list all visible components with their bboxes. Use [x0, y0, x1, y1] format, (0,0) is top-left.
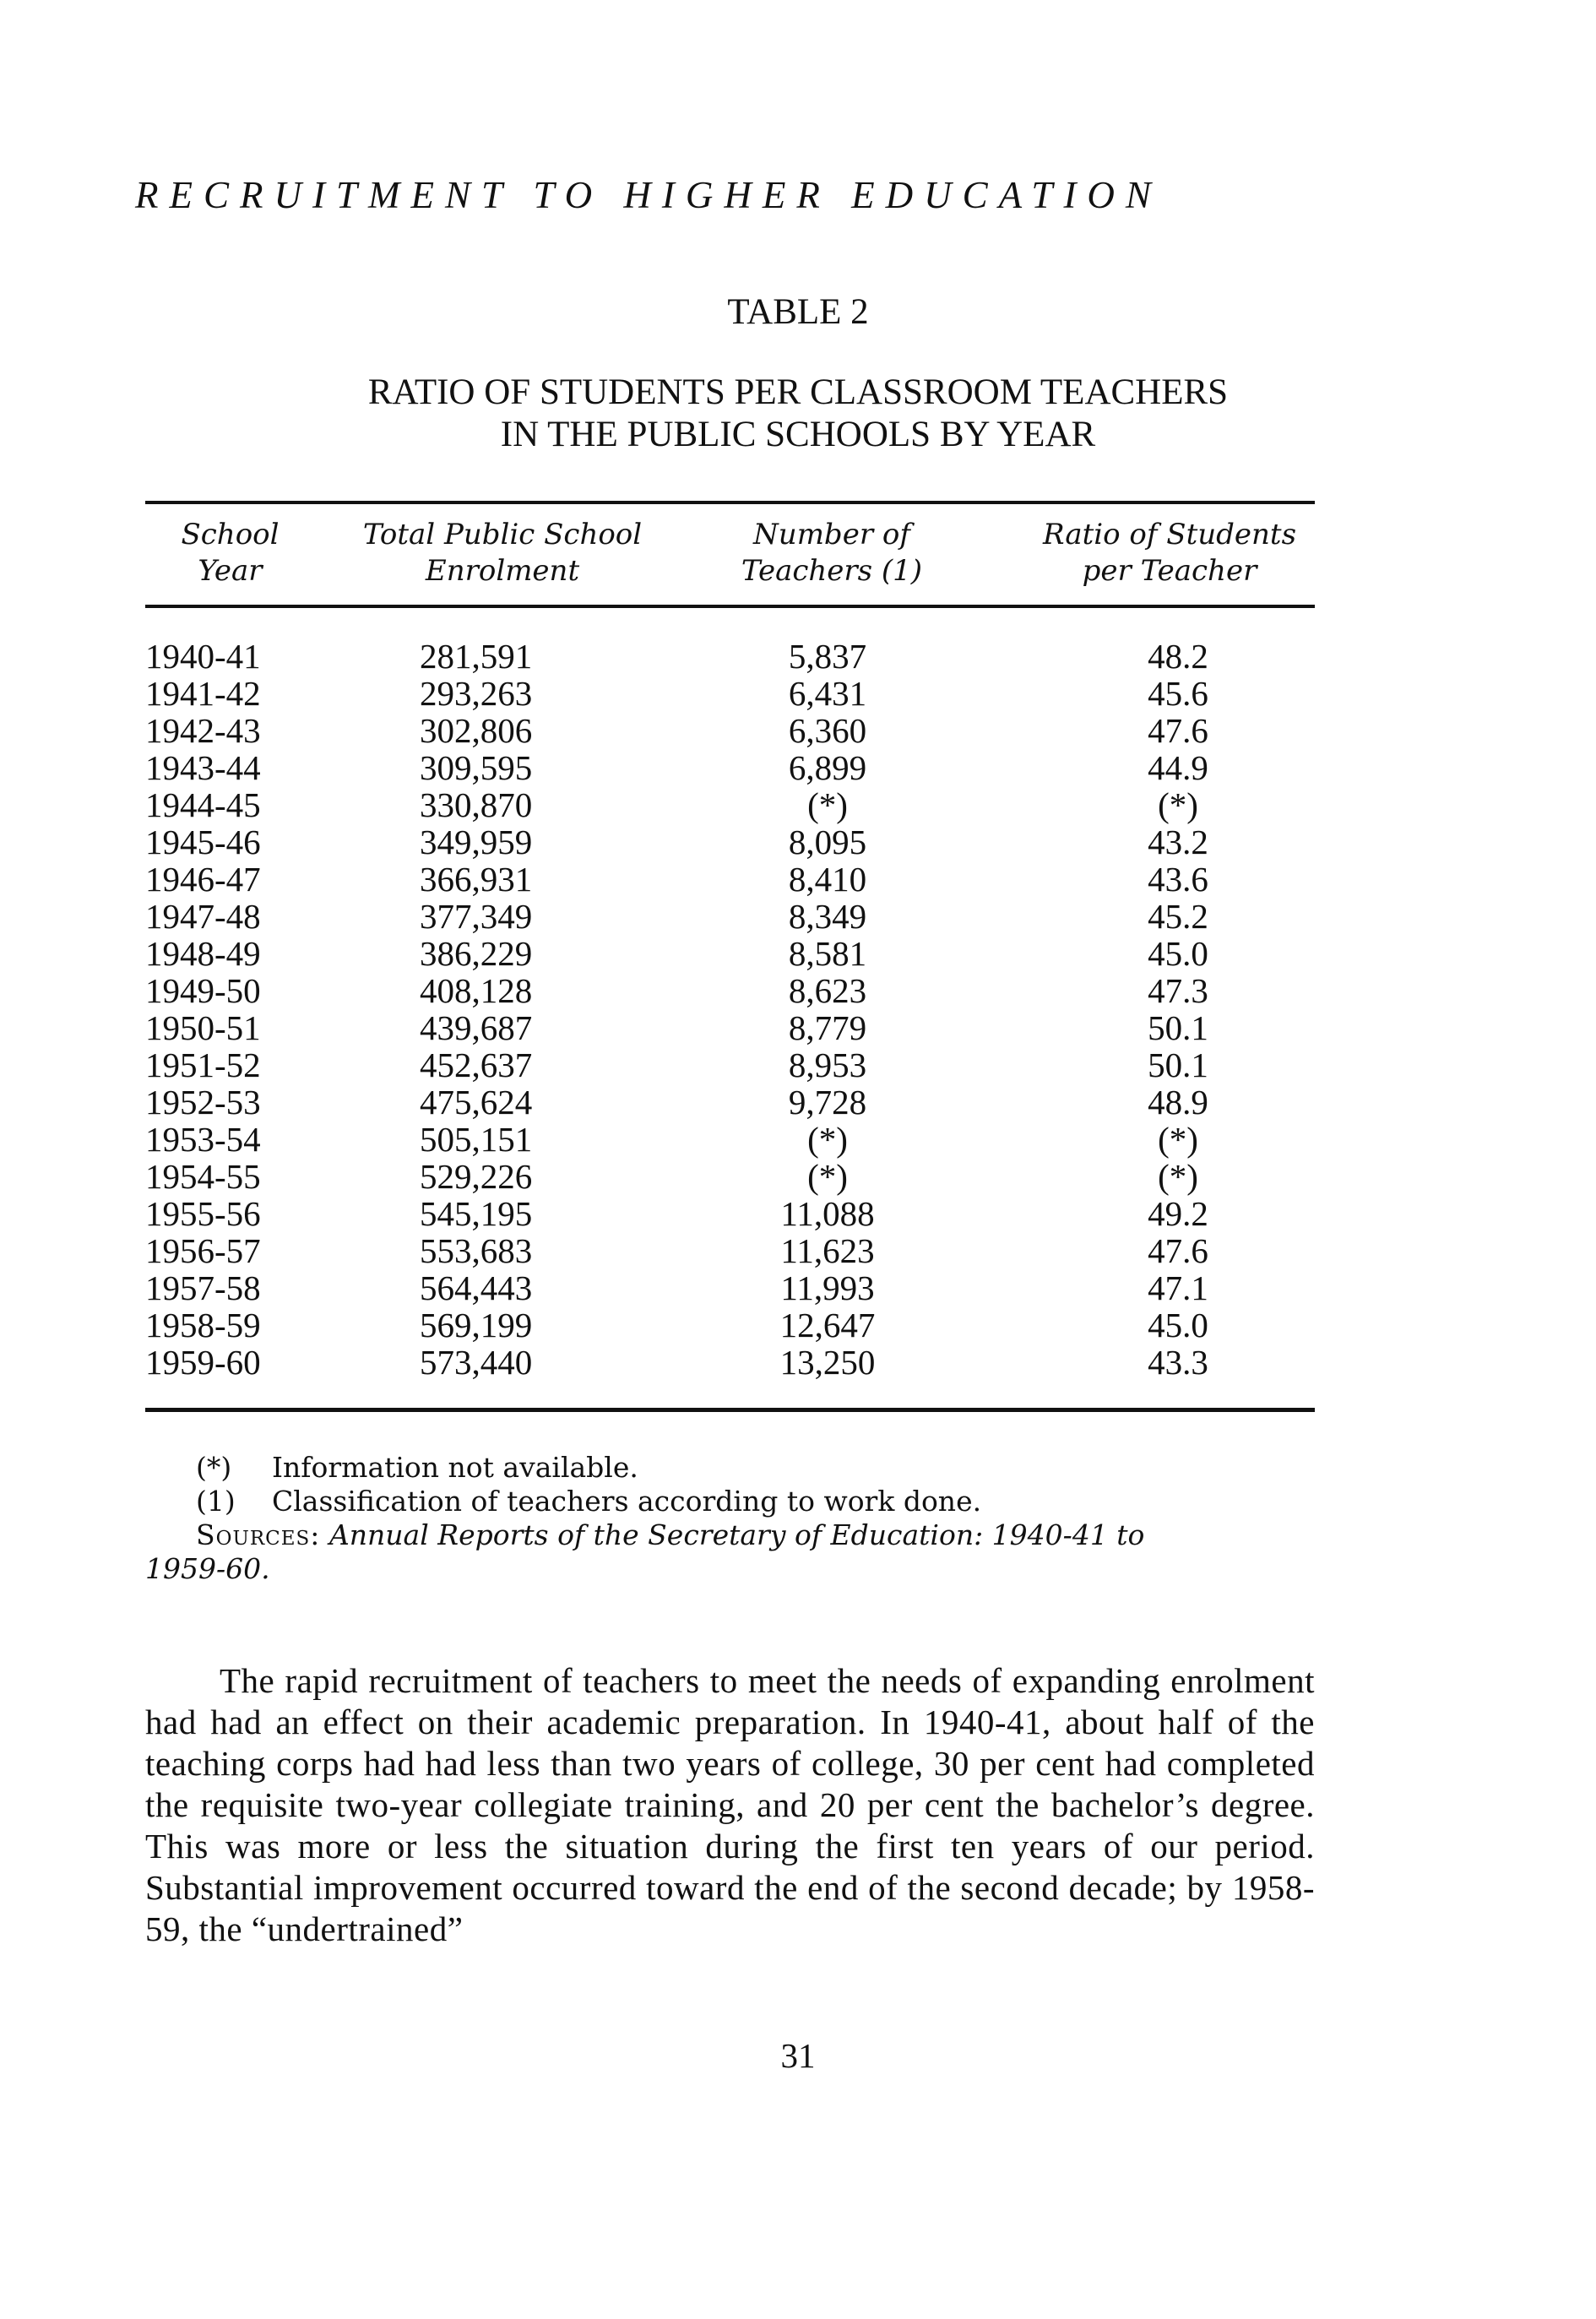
cell-enrolment: 386,229: [420, 934, 533, 973]
cell-enrolment: 408,128: [420, 971, 533, 1010]
table-row: [0, 935, 1596, 972]
cell-enrolment: 553,683: [420, 1231, 533, 1270]
cell-year: 1946-47: [145, 860, 261, 899]
cell-ratio: 43.2: [1148, 823, 1208, 861]
table-row: [0, 1306, 1596, 1344]
cell-enrolment: 330,870: [420, 785, 533, 824]
body-paragraph: The rapid recruitment of teachers to meet the needs of expanding enrolment had had an effect on their academic preparation. In 1940-41, about half of the teaching corps had had less than two years of college, 30 per cent had completed the requisite two-year collegiate training, and 20 per cent the bachelor’s degree. This was more or less the situation during the first ten years of our period. Substantial improvement occurred toward the end of the second decade; by 1958-59, the “undertrained”: [145, 1661, 1315, 1948]
note-sources-cont: 1959-60.: [145, 1552, 270, 1585]
table-body: [0, 638, 1596, 1381]
column-header-enrolment: Total Public School Enrolment: [362, 518, 643, 588]
table-header-rule: [145, 605, 1315, 608]
cell-year: 1955-56: [145, 1194, 261, 1233]
column-header-teachers: Number of Teachers (1): [741, 518, 923, 588]
cell-ratio: 45.6: [1148, 674, 1208, 713]
cell-year: 1942-43: [145, 711, 261, 750]
cell-ratio: 45.0: [1148, 934, 1208, 973]
cell-year: 1956-57: [145, 1231, 261, 1270]
cell-enrolment: 293,263: [420, 674, 533, 713]
cell-teachers: (*): [807, 1120, 848, 1159]
table-bottom-rule: [145, 1408, 1315, 1412]
cell-teachers: 8,623: [788, 971, 867, 1010]
table-row: [0, 1344, 1596, 1381]
table-row: [0, 1195, 1596, 1232]
cell-enrolment: 309,595: [420, 748, 533, 787]
cell-ratio: 45.2: [1148, 897, 1208, 936]
cell-enrolment: 366,931: [420, 860, 533, 899]
cell-ratio: 47.3: [1148, 971, 1208, 1010]
running-head: RECRUITMENT TO HIGHER EDUCATION: [135, 174, 1162, 216]
table-label: TABLE 2: [727, 292, 869, 332]
cell-teachers: 11,623: [780, 1231, 875, 1270]
table-row: [0, 972, 1596, 1009]
page-number: 31: [780, 2036, 816, 2075]
cell-year: 1953-54: [145, 1120, 261, 1159]
cell-teachers: 11,993: [780, 1268, 875, 1307]
table-title-line-2: IN THE PUBLIC SCHOOLS BY YEAR: [500, 415, 1096, 454]
table-row: [0, 786, 1596, 823]
table-row: [0, 675, 1596, 712]
cell-year: 1951-52: [145, 1045, 261, 1084]
cell-year: 1943-44: [145, 748, 261, 787]
cell-year: 1959-60: [145, 1343, 261, 1382]
cell-enrolment: 377,349: [420, 897, 533, 936]
cell-ratio: 50.1: [1148, 1045, 1208, 1084]
cell-ratio: 47.6: [1148, 711, 1208, 750]
table-row: [0, 1158, 1596, 1195]
cell-ratio: 43.3: [1148, 1343, 1208, 1382]
cell-enrolment: 505,151: [420, 1120, 533, 1159]
cell-ratio: (*): [1158, 1157, 1198, 1196]
cell-teachers: 5,837: [788, 637, 867, 676]
cell-teachers: 8,953: [788, 1045, 867, 1084]
table-row: [0, 749, 1596, 786]
cell-teachers: 12,647: [779, 1306, 876, 1344]
cell-ratio: 43.6: [1148, 860, 1208, 899]
cell-enrolment: 452,637: [420, 1045, 533, 1084]
table-title: [0, 372, 1596, 456]
cell-enrolment: 302,806: [420, 711, 533, 750]
note-not-available: (*) Information not available.: [196, 1451, 638, 1484]
table-row: [0, 1269, 1596, 1306]
cell-ratio: 49.2: [1148, 1194, 1208, 1233]
cell-enrolment: 475,624: [420, 1083, 533, 1121]
note-sources: Sources: Annual Reports of the Secretary of Education: 1940-41 to: [196, 1518, 1145, 1551]
cell-ratio: 50.1: [1148, 1008, 1208, 1047]
cell-teachers: 8,779: [788, 1008, 867, 1047]
cell-year: 1948-49: [145, 934, 261, 973]
cell-year: 1957-58: [145, 1268, 261, 1307]
cell-teachers: 8,095: [788, 823, 867, 861]
cell-teachers: (*): [807, 785, 848, 824]
cell-enrolment: 349,959: [420, 823, 533, 861]
cell-teachers: 6,431: [788, 674, 867, 713]
table-title-line-1: RATIO OF STUDENTS PER CLASSROOM TEACHERS: [367, 372, 1229, 412]
cell-enrolment: 569,199: [420, 1306, 533, 1344]
table-row: [0, 1083, 1596, 1121]
cell-teachers: 8,410: [788, 860, 867, 899]
cell-year: 1940-41: [145, 637, 261, 676]
cell-ratio: 44.9: [1148, 748, 1208, 787]
table-row: [0, 1009, 1596, 1046]
cell-year: 1947-48: [145, 897, 261, 936]
cell-enrolment: 564,443: [420, 1268, 533, 1307]
table-row: [0, 1121, 1596, 1158]
cell-teachers: 8,581: [788, 934, 867, 973]
cell-year: 1949-50: [145, 971, 261, 1010]
cell-enrolment: 545,195: [420, 1194, 533, 1233]
cell-year: 1952-53: [145, 1083, 261, 1121]
cell-enrolment: 439,687: [420, 1008, 533, 1047]
cell-teachers: 11,088: [780, 1194, 875, 1233]
cell-enrolment: 529,226: [420, 1157, 533, 1196]
table-row: [0, 861, 1596, 898]
cell-ratio: (*): [1158, 1120, 1198, 1159]
cell-teachers: 6,899: [788, 748, 867, 787]
table-row: [0, 1046, 1596, 1083]
cell-teachers: (*): [807, 1157, 848, 1196]
column-header-ratio: Ratio of Students per Teacher: [1042, 518, 1297, 588]
cell-ratio: (*): [1158, 785, 1198, 824]
table-row: [0, 712, 1596, 749]
table-top-rule: [145, 501, 1315, 504]
cell-ratio: 47.6: [1148, 1231, 1208, 1270]
cell-year: 1954-55: [145, 1157, 261, 1196]
table-row: [0, 1232, 1596, 1269]
cell-teachers: 6,360: [788, 711, 867, 750]
table-row: [0, 823, 1596, 861]
cell-ratio: 48.2: [1148, 637, 1208, 676]
cell-teachers: 8,349: [788, 897, 867, 936]
cell-year: 1944-45: [145, 785, 261, 824]
table-row: [0, 898, 1596, 935]
cell-ratio: 48.9: [1148, 1083, 1208, 1121]
table-notes: [145, 1451, 1319, 1586]
cell-enrolment: 281,591: [420, 637, 533, 676]
note-classification: (1) Classification of teachers according to work done.: [196, 1485, 982, 1518]
cell-enrolment: 573,440: [420, 1343, 533, 1382]
cell-year: 1950-51: [145, 1008, 261, 1047]
cell-year: 1941-42: [145, 674, 261, 713]
cell-ratio: 45.0: [1148, 1306, 1208, 1344]
cell-teachers: 13,250: [779, 1343, 876, 1382]
column-header-school-year: School Year: [181, 518, 280, 588]
table-row: [0, 638, 1596, 675]
cell-ratio: 47.1: [1148, 1268, 1208, 1307]
cell-teachers: 9,728: [788, 1083, 867, 1121]
cell-year: 1958-59: [145, 1306, 261, 1344]
cell-year: 1945-46: [145, 823, 261, 861]
